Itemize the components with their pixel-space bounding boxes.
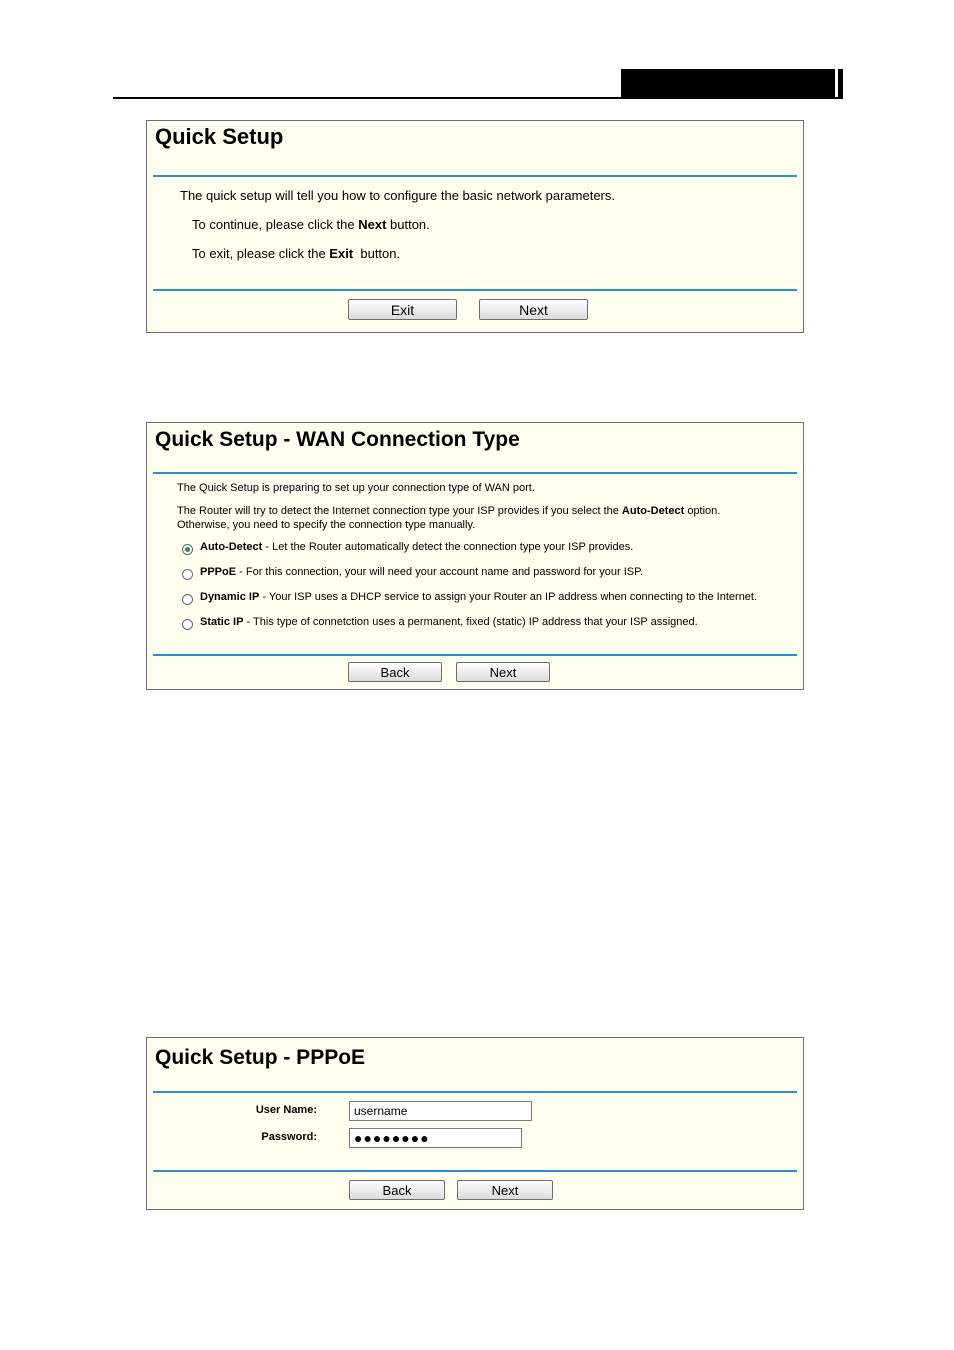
footer-divider — [153, 654, 797, 656]
detect-text — [177, 505, 720, 517]
continue-prefix: To continue, please click the — [192, 217, 359, 232]
radio-auto-detect[interactable] — [182, 544, 193, 555]
radio-static-ip[interactable] — [182, 619, 193, 630]
wan-connection-type-panel — [146, 422, 804, 690]
password-input[interactable]: ●●●●●●●● — [349, 1128, 522, 1148]
footer-divider — [153, 1170, 797, 1172]
option-dynamic-ip — [200, 591, 757, 603]
continue-suffix: button. — [386, 217, 430, 232]
option-name: Static IP — [200, 616, 244, 628]
option-name: Dynamic IP — [200, 591, 260, 603]
intro-text: The Quick Setup is preparing to set up your connection type of WAN port. — [177, 482, 535, 494]
title-divider — [153, 175, 797, 177]
next-button[interactable]: Next — [479, 299, 588, 320]
continue-instruction — [192, 217, 430, 232]
footer-divider — [153, 289, 797, 291]
option-auto-detect — [200, 541, 633, 553]
option-pppoe — [200, 566, 643, 578]
detect-suffix: option. — [684, 505, 721, 517]
user-name-label: User Name: — [255, 1104, 317, 1116]
header-black-bar — [838, 69, 843, 99]
page-title: Quick Setup - PPPoE — [155, 1046, 366, 1069]
pppoe-panel — [146, 1037, 804, 1210]
header-rule — [113, 97, 843, 99]
header-black-block — [621, 69, 835, 99]
intro-text: The quick setup will tell you how to configure the basic network parameters. — [180, 188, 615, 203]
exit-button[interactable]: Exit — [348, 299, 457, 320]
password-label: Password: — [261, 1131, 317, 1143]
exit-bold: Exit — [329, 246, 354, 261]
exit-suffix: button. — [353, 246, 401, 261]
next-button[interactable]: Next — [456, 662, 550, 682]
option-name: PPPoE — [200, 566, 237, 578]
page-title: Quick Setup - WAN Connection Type — [155, 428, 520, 451]
option-desc: - This type of connetction uses a permanent, fixed (static) IP address that your ISP assigned. — [243, 616, 698, 628]
title-divider — [153, 472, 797, 474]
detect-bold: Auto-Detect — [621, 505, 685, 517]
radio-dynamic-ip[interactable] — [182, 594, 193, 605]
back-button[interactable]: Back — [349, 1180, 445, 1200]
option-name: Auto-Detect — [200, 541, 263, 553]
option-desc: - Let the Router automatically detect the connection type your ISP provides. — [262, 541, 634, 553]
detect-prefix: The Router will try to detect the Internet connection type your ISP provides if you select the — [177, 505, 622, 517]
continue-bold: Next — [358, 217, 387, 232]
next-button[interactable]: Next — [457, 1180, 553, 1200]
radio-pppoe[interactable] — [182, 569, 193, 580]
title-divider — [153, 1091, 797, 1093]
exit-instruction — [192, 246, 400, 261]
exit-prefix: To exit, please click the — [192, 246, 330, 261]
quick-setup-panel — [146, 120, 804, 333]
user-name-input[interactable] — [349, 1101, 532, 1121]
option-desc: - Your ISP uses a DHCP service to assign your Router an IP address when connecting to the Internet. — [259, 591, 758, 603]
otherwise-text: Otherwise, you need to specify the connection type manually. — [177, 519, 476, 531]
back-button[interactable]: Back — [348, 662, 442, 682]
page-title: Quick Setup — [155, 124, 284, 149]
option-desc: - For this connection, your will need your account name and password for your ISP. — [236, 566, 644, 578]
option-static-ip — [200, 616, 698, 628]
